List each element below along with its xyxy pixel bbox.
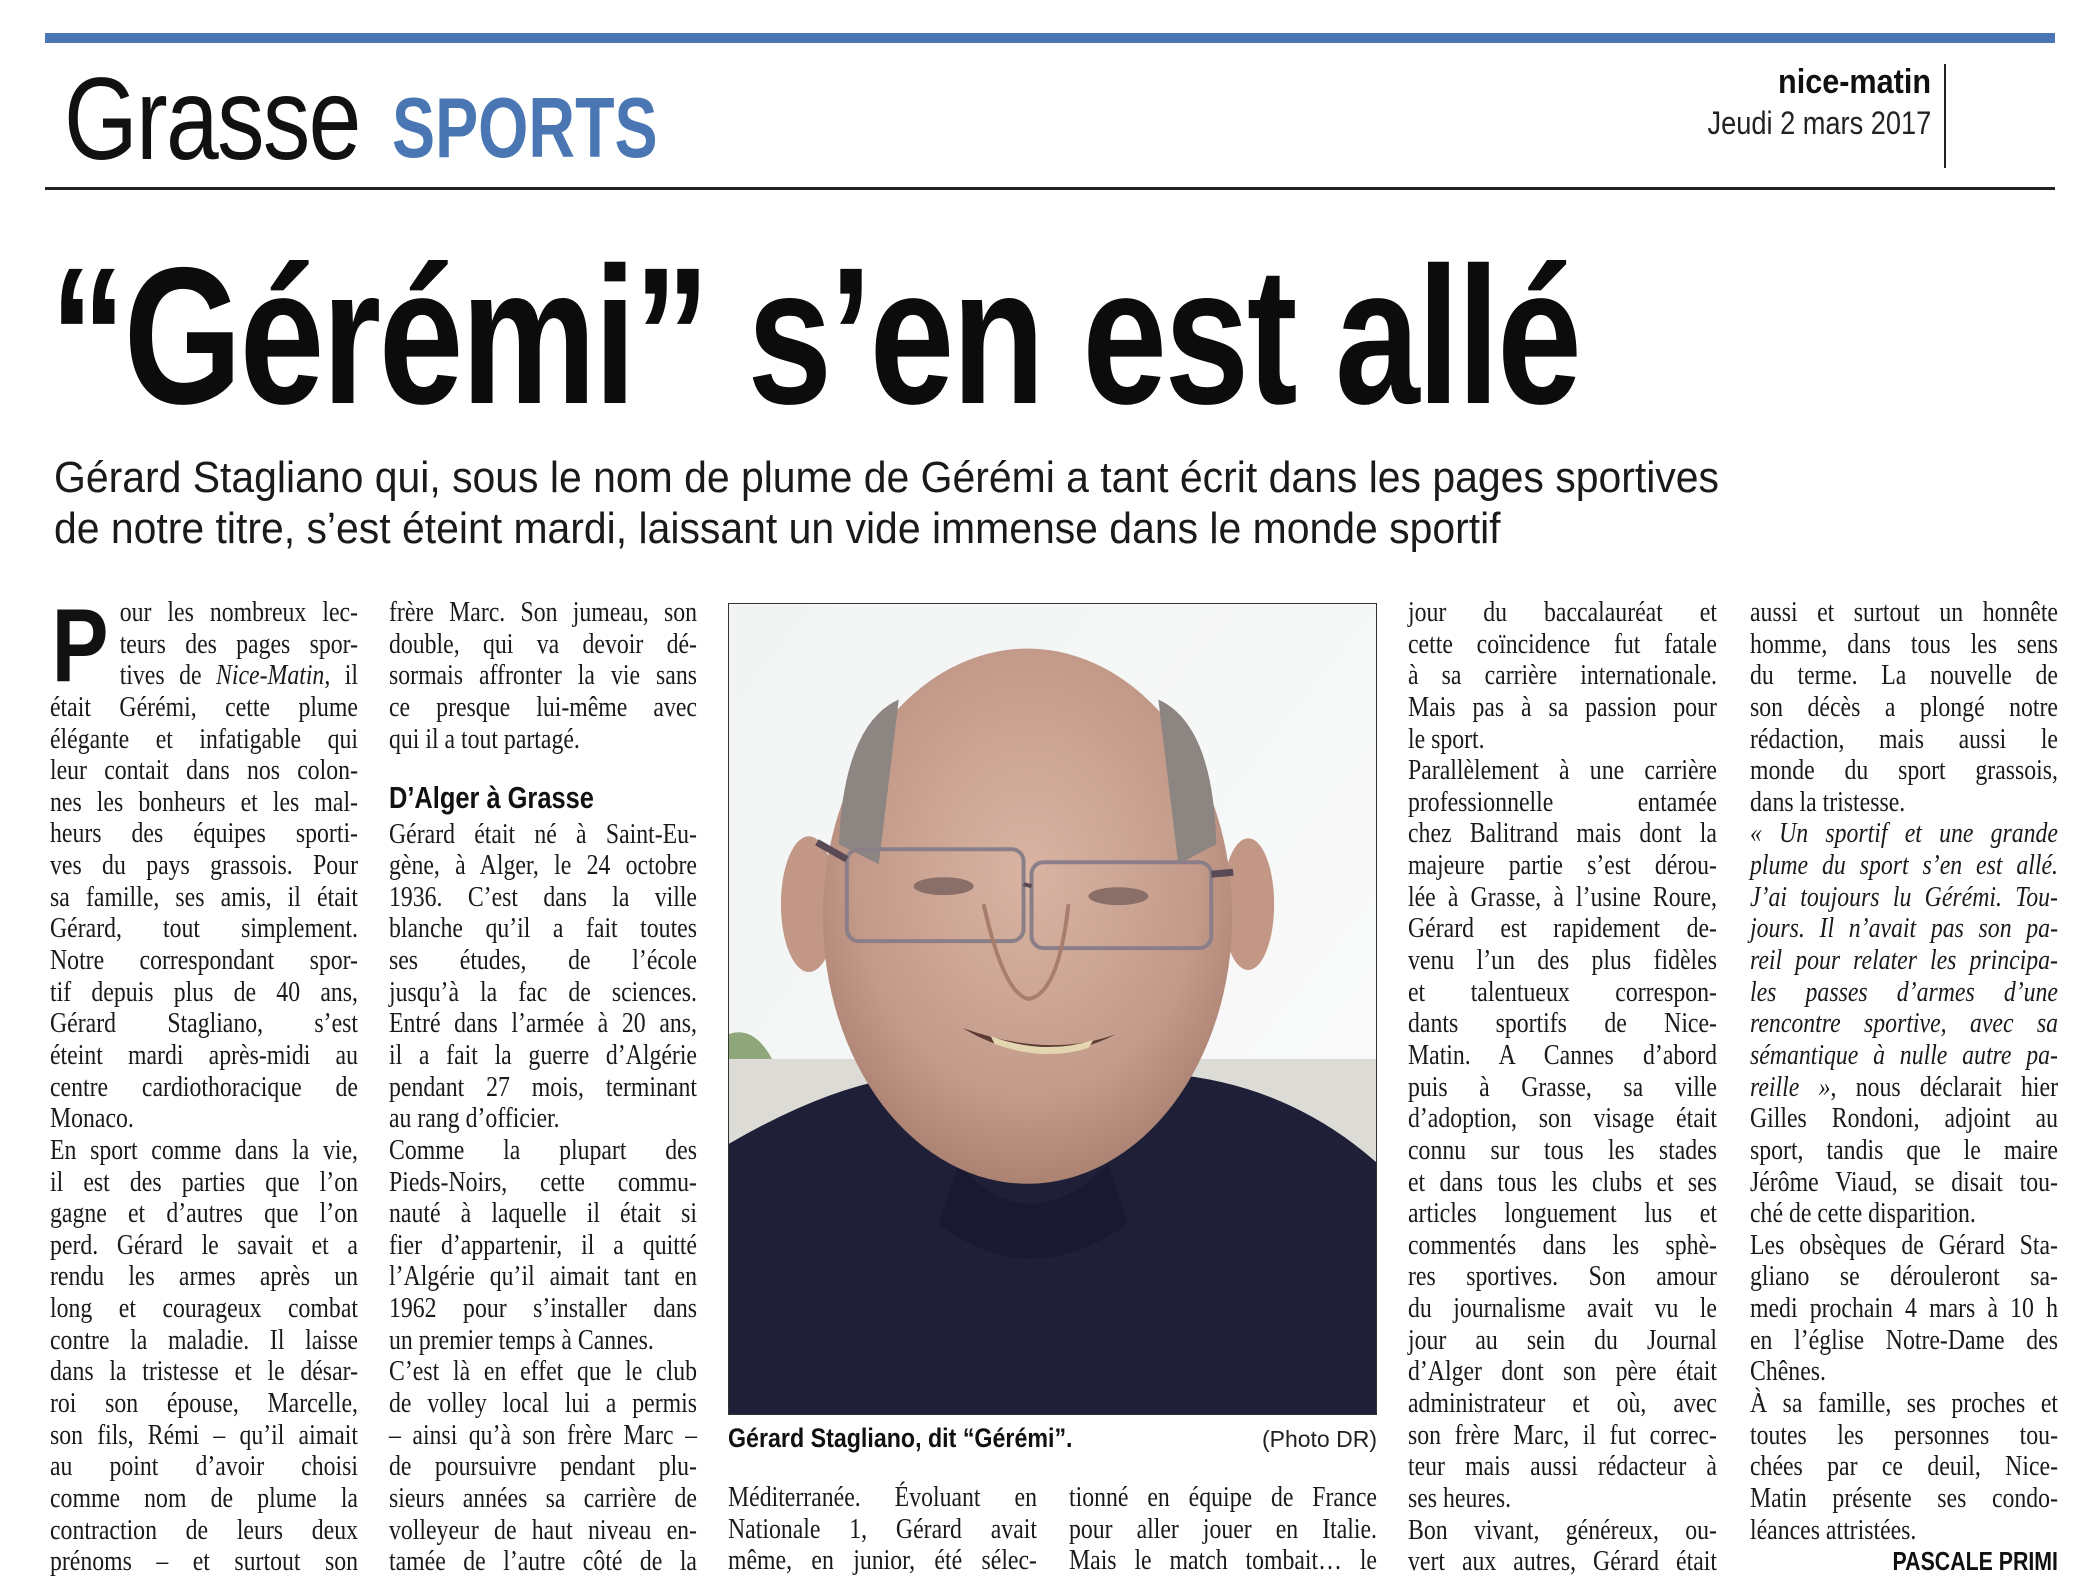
text-line: 1962 pour s’installer dans	[389, 1292, 697, 1325]
photo-caption: Gérard Stagliano, dit “Gérémi”.	[728, 1423, 1073, 1453]
text-line	[1750, 818, 2058, 850]
text-line: tamée de l’autre côté de la	[389, 1545, 697, 1578]
text-line: chez Balitrand mais dont la	[1408, 817, 1717, 850]
text-line: Nationale 1, Gérard avait	[728, 1512, 1037, 1545]
text-line: même, en junior, été sélec-	[728, 1544, 1037, 1577]
text-line: Gérard, tout simplement.	[50, 912, 358, 945]
text-line: comme nom de plume la	[50, 1481, 358, 1514]
masthead-divider	[1944, 64, 1946, 168]
article-column-4	[1408, 597, 1717, 1578]
text-line: nauté à laquelle il était si	[389, 1197, 697, 1230]
text-line: cette coïncidence fut fatale	[1408, 627, 1717, 660]
text-line: ses heures.	[1408, 1481, 1512, 1514]
text-line	[1750, 945, 2058, 977]
text-line: Notre correspondant spor-	[50, 944, 358, 977]
text-line: contraction de leurs deux	[50, 1513, 358, 1546]
text-line: Matin présente ses condo-	[1750, 1481, 2058, 1514]
text-line: aussi et surtout un honnête	[1750, 596, 2058, 628]
text-line: ves du pays grassois. Pour	[50, 849, 358, 882]
text-line: son frère Marc, il fut correc-	[1408, 1418, 1717, 1451]
text-line: en l’église Notre-Dame des	[1750, 1323, 2058, 1356]
italic-text: jours. Il n’avait pas son pa-	[1750, 912, 2058, 945]
text-line: majeure partie s’est dérou-	[1408, 849, 1717, 882]
text-line: homme, dans tous les sens	[1750, 627, 2058, 660]
text-line: Méditerranée. Évoluant en	[728, 1481, 1037, 1513]
text-line: Les obsèques de Gérard Sta-	[1750, 1228, 2058, 1261]
text-line: ce presque lui-même avec	[389, 690, 697, 723]
text-line: administrateur et où, avec	[1408, 1387, 1717, 1420]
italic-text: Nice-Matin	[216, 659, 325, 692]
text-line: rédaction, mais aussi le	[1750, 722, 2058, 755]
text-line: sormais affronter la vie sans	[389, 659, 697, 692]
text-line: son fils, Rémi – qu’il aimait	[50, 1418, 358, 1451]
text-line: teur mais aussi rédacteur à	[1408, 1450, 1717, 1483]
issue-date: Jeudi 2 mars 2017	[1707, 105, 1931, 141]
deck-line: Gérard Stagliano qui, sous le nom de plume de Gérémi a tant écrit dans les pages sportives	[54, 453, 1719, 502]
text-line: gagne et d’autres que l’on	[50, 1197, 358, 1230]
text-line: À sa famille, ses proches et	[1750, 1387, 2058, 1420]
text-line: toutes les personnes tou-	[1750, 1418, 2058, 1451]
text-line: Jérôme Viaud, se disait tou-	[1750, 1165, 2058, 1198]
text-line: il a fait la guerre d’Algérie	[389, 1038, 697, 1071]
text-line: ché de cette disparition.	[1750, 1197, 1976, 1230]
text-line: articles longuement lus et	[1408, 1197, 1717, 1230]
text-line: gliano se dérouleront sa-	[1750, 1260, 2058, 1293]
text-line: puis à Grasse, sa ville	[1408, 1070, 1717, 1103]
text-line: rendu les armes après un	[50, 1260, 358, 1293]
text-line: roi son épouse, Marcelle,	[50, 1387, 358, 1420]
text-line: Gilles Rondoni, adjoint au	[1750, 1102, 2058, 1135]
text-line: dants sportifs de Nice-	[1408, 1007, 1717, 1040]
text-line: – ainsi qu’à son frère Marc –	[389, 1418, 697, 1451]
text-line: Chênes.	[1750, 1355, 1826, 1388]
italic-text: « Un sportif et une grande	[1750, 817, 2058, 850]
text-line: C’est là en effet que le club	[389, 1355, 697, 1388]
text-line: éteint mardi après-midi au	[50, 1038, 358, 1071]
text-line: jusqu’à la fac de sciences.	[389, 975, 697, 1008]
text-line: perd. Gérard le savait et a	[50, 1228, 358, 1261]
text-line: le sport.	[1408, 722, 1485, 755]
text-line: du terme. La nouvelle de	[1750, 659, 2058, 692]
text-line: contre la maladie. Il laisse	[50, 1323, 358, 1356]
text-line: Mais le match tombait… le	[1069, 1544, 1377, 1577]
text-line: commentés dans les sphè-	[1408, 1228, 1717, 1261]
article-column-3b	[1069, 1482, 1377, 1577]
text-line: jour du baccalauréat et	[1408, 596, 1717, 628]
text-line: pendant 27 mois, terminant	[389, 1070, 697, 1103]
text-line: Gérard est rapidement de-	[1408, 912, 1717, 945]
text-line: venu l’un des plus fidèles	[1408, 944, 1717, 977]
italic-text: sémantique à nulle autre pa-	[1750, 1038, 2058, 1071]
text-line: 1936. C’est dans la ville	[389, 880, 697, 913]
text-line: et talentueux correspon-	[1408, 975, 1717, 1008]
text-line: Comme la plupart des	[389, 1133, 697, 1166]
text-line: était Gérémi, cette plume	[50, 690, 358, 723]
text-line	[1750, 850, 2058, 882]
italic-text: plume du sport s’en est allé.	[1750, 849, 2058, 882]
text-line: Mais pas à sa passion pour	[1408, 690, 1717, 723]
drop-cap: P	[51, 588, 109, 704]
text-line: lée à Grasse, à l’usine Roure,	[1408, 880, 1717, 913]
newspaper-name: nice-matin	[1777, 63, 1931, 101]
italic-text: J’ai toujours lu Gérémi. Tou-	[1750, 880, 2058, 913]
text-line: d’adoption, son visage était	[1408, 1102, 1717, 1135]
text-line: léances attristées.	[1750, 1513, 1917, 1546]
text-line: l’Algérie qu’il aimait tant en	[389, 1260, 697, 1293]
text-line: sa famille, ses amis, il était	[50, 880, 358, 913]
text-line: un premier temps à Cannes.	[389, 1323, 654, 1356]
text-line: d’Alger dont son père était	[1408, 1355, 1717, 1388]
rubric-title: SPORTS	[392, 81, 658, 176]
section-title: Grasse	[64, 53, 360, 184]
text-line: vert aux autres, Gérard était	[1408, 1545, 1717, 1578]
text-line: volleyeur de haut niveau en-	[389, 1513, 697, 1546]
text-line: du journalisme avait vu le	[1408, 1292, 1717, 1325]
text-line: Pieds-Noirs, cette commu-	[389, 1165, 697, 1198]
text-line: chées par ce deuil, Nice-	[1750, 1450, 2058, 1483]
italic-text: rencontre sportive, avec sa	[1750, 1007, 2058, 1040]
text-line: il est des parties que l’on	[50, 1165, 358, 1198]
text-segment: , il	[324, 659, 358, 692]
article-column-5	[1750, 597, 2058, 1578]
text-line: our les nombreux lec-	[119, 596, 358, 628]
text-line: son décès a plongé notre	[1750, 690, 2058, 723]
text-line: blanche qu’il a fait toutes	[389, 912, 697, 945]
text-line: nes les bonheurs et les mal-	[50, 785, 358, 818]
text-line: et dans tous les clubs et ses	[1408, 1165, 1717, 1198]
text-line: Gérard Stagliano, s’est	[50, 1007, 358, 1040]
portrait-photo	[728, 603, 1377, 1415]
text-line	[1750, 1072, 2058, 1104]
text-line: prénoms – et surtout son	[50, 1545, 358, 1578]
article-column-2	[389, 597, 697, 1578]
text-line: de volley local lui a permis	[389, 1387, 697, 1420]
text-line: dans la tristesse et le désar-	[50, 1355, 358, 1388]
italic-text: reille »	[1750, 1070, 1831, 1103]
text-segment: , nous déclarait hier	[1830, 1070, 2058, 1103]
subheading: D’Alger à Grasse	[389, 779, 594, 815]
article-column-1	[50, 588, 358, 1578]
text-line	[1750, 1040, 2058, 1072]
text-line: En sport comme dans la vie,	[50, 1133, 358, 1166]
text-line: teurs des pages spor-	[119, 627, 358, 660]
text-line: dans la tristesse.	[1750, 785, 1906, 818]
text-line: Matin. A Cannes d’abord	[1408, 1038, 1717, 1071]
text-line: Entré dans l’armée à 20 ans,	[389, 1007, 697, 1040]
text-line: à sa carrière internationale.	[1408, 659, 1717, 692]
text-line: double, qui va devoir dé-	[389, 627, 697, 660]
text-line	[1750, 977, 2058, 1009]
header-rule	[45, 187, 2055, 190]
text-line: centre cardiothoracique de	[50, 1070, 358, 1103]
text-line: au point d’avoir choisi	[50, 1450, 358, 1483]
text-line: sieurs années sa carrière de	[389, 1481, 697, 1514]
text-line	[1750, 1008, 2058, 1040]
text-line: monde du sport grassois,	[1750, 754, 2058, 787]
text-line: tionné en équipe de France	[1069, 1481, 1377, 1513]
text-line: pour aller jouer en Italie.	[1069, 1512, 1377, 1545]
text-line: Bon vivant, généreux, ou-	[1408, 1513, 1717, 1546]
text-line: professionnelle entamée	[1408, 785, 1717, 818]
text-line: Parallèlement à une carrière	[1408, 754, 1717, 787]
text-line: tif depuis plus de 40 ans,	[50, 975, 358, 1008]
text-line	[1750, 882, 2058, 914]
text-line: res sportives. Son amour	[1408, 1260, 1717, 1293]
text-line: connu sur tous les stades	[1408, 1133, 1717, 1166]
text-line: long et courageux combat	[50, 1292, 358, 1325]
text-line: qui il a tout partagé.	[389, 722, 580, 755]
text-line	[1750, 913, 2058, 945]
masthead-accent-bar	[45, 33, 2055, 43]
italic-text: reil pour relater les principa-	[1750, 944, 2058, 977]
text-line: fier d’appartenir, il a quitté	[389, 1228, 697, 1261]
text-line: ses études, de l’école	[389, 944, 697, 977]
photo-credit: (Photo DR)	[1261, 1426, 1377, 1452]
portrait-image	[729, 604, 1377, 1415]
text-line: jour au sein du Journal	[1408, 1323, 1717, 1356]
text-line: au rang d’officier.	[389, 1102, 560, 1135]
text-segment: tives de	[119, 659, 217, 692]
text-line: de poursuivre pendant plu-	[389, 1450, 697, 1483]
text-line: élégante et infatigable qui	[50, 722, 358, 755]
article-column-3a	[728, 1482, 1037, 1577]
text-line: Monaco.	[50, 1102, 134, 1135]
italic-text: les passes d’armes d’une	[1750, 975, 2058, 1008]
text-line: medi prochain 4 mars à 10 h	[1750, 1292, 2058, 1325]
author-byline: PASCALE PRIMI	[1892, 1546, 2058, 1577]
deck-line: de notre titre, s’est éteint mardi, laissant un vide immense dans le monde sportif	[54, 504, 1501, 553]
text-line: frère Marc. Son jumeau, son	[389, 596, 697, 628]
text-line: gène, à Alger, le 24 octobre	[389, 849, 697, 882]
text-line: Gérard était né à Saint-Eu-	[389, 817, 697, 850]
text-line: sport, tandis que le maire	[1750, 1133, 2058, 1166]
text-line: heurs des équipes sporti-	[50, 817, 358, 850]
headline: “Gérémi” s’en est allé	[50, 227, 1580, 445]
text-line: leur contait dans nos colon-	[50, 754, 358, 787]
